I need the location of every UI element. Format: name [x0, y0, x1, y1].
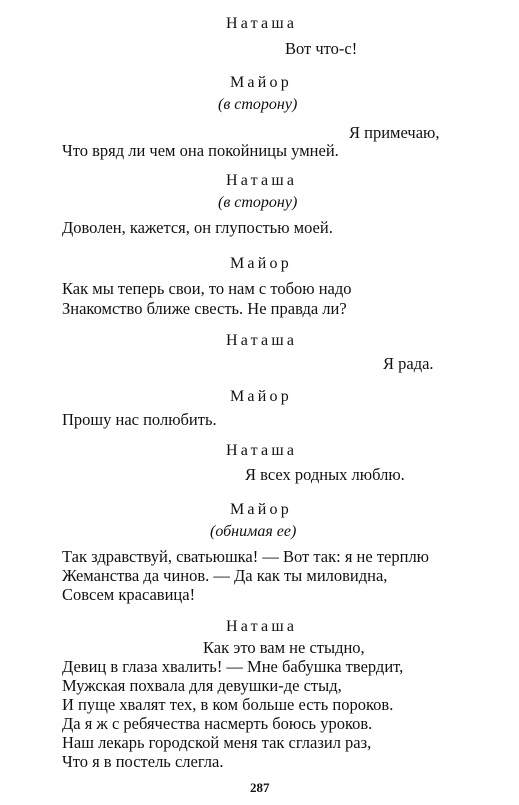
- verse-line: Как это вам не стыдно,: [203, 638, 365, 657]
- speaker-name: Майор: [230, 388, 292, 405]
- speaker-name: Майор: [230, 255, 292, 272]
- verse-line: Знакомство ближе свесть. Не правда ли?: [62, 299, 347, 318]
- speaker-name: Майор: [230, 74, 292, 91]
- verse-line: Наш лекарь городской меня так сглазил раз,: [62, 733, 372, 752]
- speaker-name: Наташа: [226, 15, 298, 32]
- stage-direction: (в сторону): [218, 194, 298, 211]
- verse-line: Жеманства да чинов. — Да как ты миловидна,: [62, 566, 388, 585]
- verse-line: Как мы теперь свои, то нам с тобою надо: [62, 279, 352, 298]
- verse-line: Совсем красавица!: [62, 585, 196, 604]
- stage-direction: (в сторону): [218, 96, 298, 113]
- speaker-name: Наташа: [226, 332, 298, 349]
- speaker-name: Наташа: [226, 172, 298, 189]
- speaker-name: Наташа: [226, 442, 298, 459]
- verse-line: Вот что-с!: [285, 39, 358, 58]
- verse-line: Я примечаю,: [349, 123, 440, 142]
- verse-line: Мужская похвала для девушки-де стыд,: [62, 676, 342, 695]
- speaker-name: Майор: [230, 501, 292, 518]
- verse-line: Девиц в глаза хвалить! — Мне бабушка твердит,: [62, 657, 404, 676]
- verse-line: Я всех родных люблю.: [245, 465, 405, 484]
- speaker-name: Наташа: [226, 618, 298, 635]
- stage-direction: (обнимая ее): [210, 523, 297, 540]
- verse-line: Прошу нас полюбить.: [62, 410, 217, 429]
- verse-line: Да я ж с ребячества насмерть боюсь уроков.: [62, 714, 373, 733]
- verse-line: Что я в постель слегла.: [62, 752, 224, 771]
- page-number: 287: [250, 780, 270, 795]
- verse-line: И пуще хвалят тех, в ком больше есть пороков.: [62, 695, 394, 714]
- verse-line: Доволен, кажется, он глупостью моей.: [62, 218, 333, 237]
- verse-line: Я рада.: [383, 354, 434, 373]
- verse-line: Что вряд ли чем она покойницы умней.: [62, 141, 339, 160]
- verse-line: Так здравствуй, сватьюшка! — Вот так: я не терплю: [62, 547, 430, 566]
